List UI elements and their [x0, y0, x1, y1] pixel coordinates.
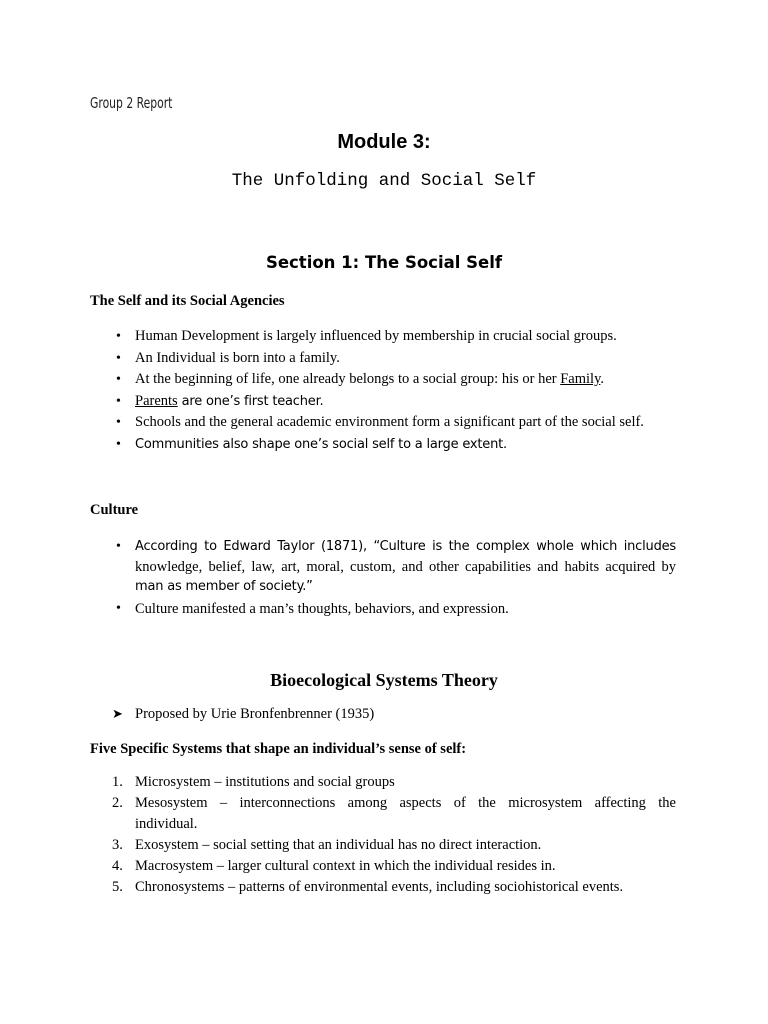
module-subtitle: The Unfolding and Social Self	[231, 171, 537, 191]
culture-quote-line-2: knowledge, belief, law, art, moral, custom, and other capabilities and habits acquired by	[135, 559, 676, 575]
theory-heading: Bioecological Systems Theory	[270, 670, 498, 690]
list-item: • Communities also shape one’s social self to a large extent.	[90, 434, 644, 456]
list-item: • Human Development is largely influenced by membership in crucial social groups.	[90, 326, 644, 348]
parents-link: Parents	[135, 392, 178, 409]
culture-list	[90, 537, 677, 619]
proposed-by-item: ➤ Proposed by Urie Bronfenbrenner (1935)	[112, 706, 375, 722]
systems-list	[90, 772, 676, 898]
module-title: Module 3:	[337, 131, 431, 153]
list-item: • Culture manifested a man’s thoughts, behaviors, and expression.	[90, 599, 677, 619]
list-item: • At the beginning of life, one already belongs to a social group: his or her Family.	[90, 369, 644, 391]
list-item: 1. Microsystem – institutions and social groups	[112, 774, 395, 790]
section-title: Section 1: The Social Self	[265, 253, 503, 272]
list-item: • An Individual is born into a family.	[90, 348, 644, 370]
culture-heading: Culture	[90, 502, 139, 518]
report-label: Group 2 Report	[90, 94, 173, 112]
family-link: Family	[560, 371, 601, 387]
subheading-social-agencies: The Self and its Social Agencies	[90, 293, 285, 309]
culture-quote-line-1: • According to Edward Taylor (1871), “Culture is the complex whole which includes	[135, 539, 676, 554]
list-item: • Schools and the general academic environment form a significant part of the social self.	[90, 412, 644, 434]
arrow-bullet-icon: ➤	[112, 707, 123, 722]
list-item: 3. Exosystem – social setting that an individual has no direct interaction.	[112, 837, 542, 853]
list-item: 4. Macrosystem – larger cultural context in which the individual resides in.	[112, 858, 556, 874]
systems-heading: Five Specific Systems that shape an individual’s sense of self:	[90, 741, 467, 757]
list-item: • Parents are one’s first teacher.	[90, 391, 644, 413]
list-item: 5. Chronosystems – patterns of environmental events, including sociohistorical events.	[112, 879, 624, 895]
social-agencies-list	[90, 326, 644, 455]
list-item: 2. Mesosystem – interconnections among aspects of the microsystem affecting the individual.	[112, 795, 676, 832]
list-item	[90, 537, 677, 597]
culture-quote-line-3: man as member of society.”	[135, 579, 313, 594]
